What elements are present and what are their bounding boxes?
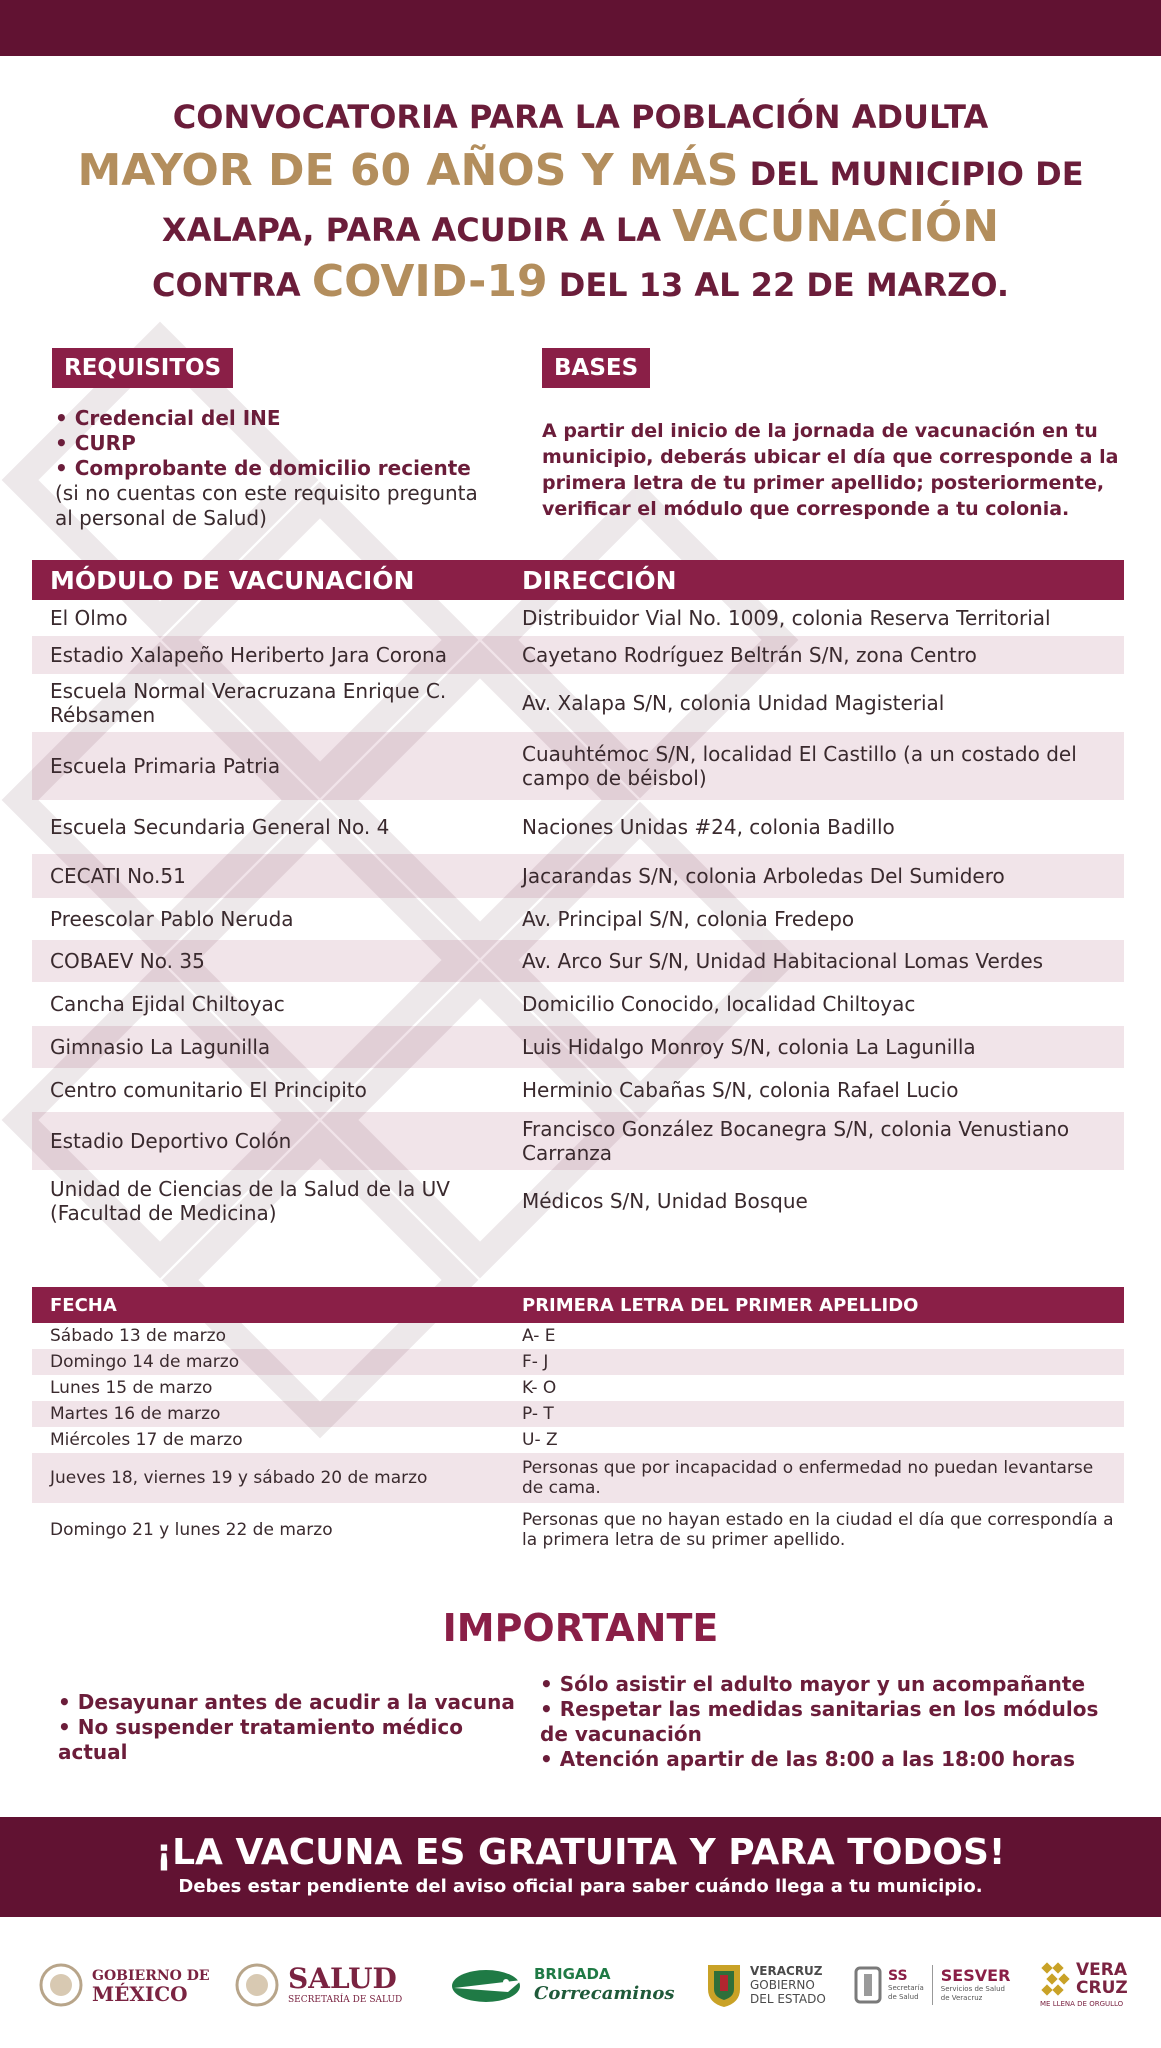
logo-tagline: ME LLENA DE ORGULLO	[1040, 2000, 1124, 2008]
importante-left-list	[58, 1690, 518, 1765]
date-cell: Jueves 18, viernes 19 y sábado 20 de marzo	[50, 1468, 428, 1488]
title-line-4-end: DEL 13 AL 22 DE MARZO.	[547, 266, 1010, 304]
date-cell: Miércoles 17 de marzo	[50, 1430, 243, 1450]
logo-text: DEL ESTADO	[750, 1992, 826, 2006]
importante-item: • Sólo asistir el adulto mayor y un acompañante	[540, 1672, 1086, 1696]
module-cell: Gimnasio La Lagunilla	[50, 1035, 271, 1059]
table-row	[32, 1401, 1124, 1427]
address-cell: Av. Xalapa S/N, colonia Unidad Magisterial	[522, 691, 945, 715]
module-cell: Cancha Ejidal Chiltoyac	[50, 992, 285, 1016]
logo-veracruz-orgullo	[1040, 1950, 1128, 2020]
address-cell: Herminio Cabañas S/N, colonia Rafael Lucio	[522, 1078, 959, 1102]
table-row	[32, 898, 1124, 940]
top-band	[0, 0, 1161, 56]
fechas-table-header	[32, 1287, 1124, 1323]
logo-salud	[234, 1950, 402, 2020]
address-cell: Luis Hidalgo Monroy S/N, colonia La Lagunilla	[522, 1035, 976, 1059]
requisito-item: • Comprobante de domicilio reciente	[55, 456, 471, 480]
pattern-mark-icon	[1040, 1961, 1074, 1997]
address-cell: Jacarandas S/N, colonia Arboledas Del Sumidero	[522, 864, 1005, 888]
requisito-item: • Credencial del INE	[55, 406, 281, 430]
logo-text: Correcaminos	[534, 1983, 675, 2004]
address-cell: Francisco González Bocanegra S/N, colonia Venustiano Carranza	[522, 1117, 1070, 1165]
letter-cell: K- O	[522, 1378, 557, 1398]
table-row	[32, 674, 1124, 732]
logo-text: VERA	[1076, 1960, 1128, 1980]
header-direccion: DIRECCIÓN	[522, 565, 677, 595]
title-highlight-covid: COVID-19	[311, 256, 548, 307]
module-cell: Escuela Secundaria General No. 4	[50, 815, 390, 839]
title-line-3: XALAPA, PARA ACUDIR A LA	[161, 211, 673, 249]
table-row	[32, 1503, 1124, 1557]
banner-headline: ¡LA VACUNA ES GRATUITA Y PARA TODOS!	[155, 1832, 1006, 1873]
logo-text: GOBIERNO	[750, 1978, 815, 1992]
title-highlight-vacunacion: VACUNACIÓN	[672, 201, 1000, 252]
module-cell: Estadio Deportivo Colón	[50, 1129, 292, 1153]
table-row	[32, 1375, 1124, 1401]
eagle-seal-icon	[38, 1962, 84, 2008]
logo-text: de Salud	[888, 1993, 919, 2001]
module-cell: Centro comunitario El Principito	[50, 1078, 367, 1102]
letter-cell: F- J	[522, 1352, 549, 1372]
table-row	[32, 600, 1124, 636]
requisito-item: • CURP	[55, 431, 136, 455]
table-row	[32, 636, 1124, 674]
module-cell: Estadio Xalapeño Heriberto Jara Corona	[50, 643, 447, 667]
logos-bar	[0, 1950, 1161, 2020]
title-line-1: CONVOCATORIA PARA LA POBLACIÓN ADULTA	[172, 98, 989, 136]
table-row	[32, 1349, 1124, 1375]
title-line-2: DEL MUNICIPIO DE	[738, 155, 1084, 193]
title-line-4-start: CONTRA	[151, 266, 312, 304]
letter-cell: P- T	[522, 1404, 554, 1424]
table-row	[32, 1026, 1124, 1068]
importante-item: • Respetar las medidas sanitarias en los módulos de vacunación	[540, 1697, 1099, 1746]
address-cell: Cuauhtémoc S/N, localidad El Castillo (a un costado del campo de béisbol)	[522, 742, 1077, 790]
importante-item: • Desayunar antes de acudir a la vacuna	[58, 1690, 515, 1714]
address-cell: Naciones Unidas #24, colonia Badillo	[522, 815, 895, 839]
module-cell: CECATI No.51	[50, 864, 186, 888]
banner-subline: Debes estar pendiente del aviso oficial para saber cuándo llega a tu municipio.	[178, 1876, 983, 1897]
requisito-note: (si no cuentas con este requisito pregunta	[55, 481, 478, 505]
letter-cell: A- E	[522, 1326, 556, 1346]
logo-text: SS	[888, 1968, 908, 1984]
crest-icon	[852, 1964, 884, 2006]
table-row	[32, 1453, 1124, 1503]
table-row	[32, 982, 1124, 1026]
importante-item: • No suspender tratamiento médico actual	[58, 1715, 463, 1764]
letter-cell: Personas que no hayan estado en la ciudad el día que correspondía a la primera letra de su primer apellido.	[522, 1510, 1114, 1550]
bottom-banner	[0, 1817, 1161, 1917]
logo-text: Secretaría	[888, 1984, 924, 1992]
bases-tag: BASES	[542, 348, 650, 388]
fechas-table	[32, 1287, 1124, 1557]
address-cell: Domicilio Conocido, localidad Chiltoyac	[522, 992, 916, 1016]
module-cell: El Olmo	[50, 606, 128, 630]
importante-right-list	[540, 1672, 1100, 1772]
logo-brigada-correcaminos	[448, 1950, 674, 2020]
table-row	[32, 1068, 1124, 1112]
logo-text: SESVER	[940, 1966, 1011, 1985]
module-cell: Escuela Primaria Patria	[50, 754, 281, 778]
address-cell: Médicos S/N, Unidad Bosque	[522, 1189, 808, 1213]
letter-cell: U- Z	[522, 1430, 558, 1450]
header-modulo: MÓDULO DE VACUNACIÓN	[50, 565, 415, 595]
module-cell: COBAEV No. 35	[50, 949, 205, 973]
date-cell: Domingo 21 y lunes 22 de marzo	[50, 1520, 333, 1540]
table-row	[32, 1323, 1124, 1349]
logo-text: VERACRUZ	[750, 1964, 823, 1978]
header-fecha: FECHA	[50, 1294, 117, 1316]
logo-text: MÉXICO	[92, 1982, 188, 2006]
requisito-note: al personal de Salud)	[55, 506, 267, 530]
table-row	[32, 1170, 1124, 1232]
module-cell: Unidad de Ciencias de la Salud de la UV (Facultad de Medicina)	[50, 1177, 450, 1225]
date-cell: Martes 16 de marzo	[50, 1404, 221, 1424]
logo-text: GOBIERNO DE	[92, 1968, 210, 1984]
roadrunner-icon	[448, 1962, 528, 2008]
logo-text: BRIGADA	[534, 1965, 611, 1983]
logo-text: Servicios de Salud	[940, 1985, 1005, 1993]
logo-text: SECRETARÍA DE SALUD	[288, 1995, 403, 2005]
logo-text: de Veracruz	[940, 1994, 983, 2002]
address-cell: Distribuidor Vial No. 1009, colonia Reserva Territorial	[522, 606, 1051, 630]
table-row	[32, 732, 1124, 800]
address-cell: Cayetano Rodríguez Beltrán S/N, zona Centro	[522, 643, 977, 667]
date-cell: Sábado 13 de marzo	[50, 1326, 226, 1346]
table-row	[32, 800, 1124, 854]
date-cell: Domingo 14 de marzo	[50, 1352, 240, 1372]
importante-title: IMPORTANTE	[442, 1606, 719, 1650]
table-row	[32, 854, 1124, 898]
address-cell: Av. Arco Sur S/N, Unidad Habitacional Lomas Verdes	[522, 949, 1044, 973]
date-cell: Lunes 15 de marzo	[50, 1378, 213, 1398]
modulos-table	[32, 560, 1124, 1232]
module-cell: Escuela Normal Veracruzana Enrique C. Rébsamen	[50, 679, 447, 727]
table-row	[32, 940, 1124, 982]
address-cell: Av. Principal S/N, colonia Fredepo	[522, 907, 855, 931]
logo-ss-sesver	[852, 1950, 1010, 2020]
table-row	[32, 1427, 1124, 1453]
logo-veracruz-gobierno	[704, 1950, 826, 2020]
requisitos-tag: REQUISITOS	[52, 348, 233, 388]
header-letra: PRIMERA LETRA DEL PRIMER APELLIDO	[522, 1294, 919, 1316]
logo-gobierno-de-mexico	[38, 1950, 210, 2020]
module-cell: Preescolar Pablo Neruda	[50, 907, 294, 931]
title-highlight-age: MAYOR DE 60 AÑOS Y MÁS	[77, 145, 739, 196]
requisitos-list	[55, 406, 525, 531]
logo-text: SALUD	[288, 1962, 397, 1995]
bases-text: A partir del inicio de la jornada de vacunación en tu municipio, deberás ubicar el día que corresponde a la primera letra de tu primer apellido; posteriormente, verificar el módulo que corresponde a tu colonia.	[542, 420, 1119, 520]
logo-text: CRUZ	[1076, 1978, 1128, 1998]
divider	[932, 1965, 933, 2005]
table-row	[32, 1112, 1124, 1170]
importante-item: • Atención apartir de las 8:00 a las 18:00 horas	[540, 1747, 1075, 1771]
modulos-table-header	[32, 560, 1124, 600]
coat-of-arms-icon	[704, 1961, 744, 2009]
letter-cell: Personas que por incapacidad o enfermedad no puedan levantarse de cama.	[522, 1458, 1094, 1498]
page-title	[0, 92, 1161, 310]
eagle-seal-icon	[234, 1962, 280, 2008]
